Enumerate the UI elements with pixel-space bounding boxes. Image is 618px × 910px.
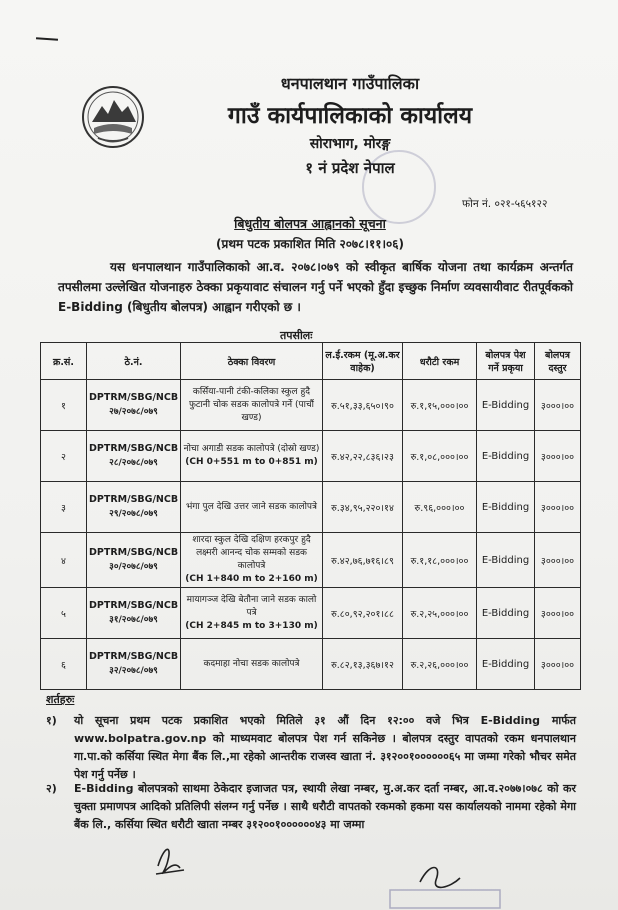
pen-mark [36,37,58,41]
office-title: गाउँ कार्यपालिकाको कार्यालय [227,103,473,129]
row-fee: ३०००।०० [535,588,581,639]
row-desc [181,639,323,690]
ref-code: DPTRM/SBG/NCB [89,600,179,611]
row-sn: ६ [41,639,87,690]
row-ref [87,482,181,533]
row-deposit: रु.१,०८,०००।०० [403,431,477,482]
ref-code: DPTRM/SBG/NCB [89,494,179,505]
row-estimate: रु.३४,९५,२२०।१४ [323,482,403,533]
ref-number: २९/२०७८/०७९ [109,509,158,519]
table-row [41,639,581,690]
row-estimate: रु.४२,२२,८३६।२३ [323,431,403,482]
row-method: E-Bidding [477,482,535,533]
desc-text: शारदा स्कुल देखि दक्षिण हरकपुर हुदै लक्ष्मरी आनन्द चोक सम्मको सडक कालोपत्रे [192,535,311,571]
row-fee: ३०००।०० [535,533,581,588]
notice-body: यस धनपालथान गाउँपालिकाको आ.व. २०७८।०७९ को स्वीकृत बार्षिक योजना तथा कार्यक्रम अन्तर्गत तपसीलमा उल्लेखित योजनाहरु ठेक्का प्रकृयावाट संचालन गर्नु पर्ने भएको हुँदा इच्छुक निर्माण व्यवसायीवाट रीतपूर्वकको E-Bidding (बिधुतीय बोलपत्र) आह्वान गरीएको छ । [58,260,573,314]
nepal-emblem-icon [80,84,146,150]
header-method: बोलपत्र पेश गर्ने प्रकृया [477,343,535,380]
notice-subtitle: (प्रथम पटक प्रकाशित मिति २०७८।११।०६) [216,237,404,251]
row-deposit: रु.१,१८,०००।०० [403,533,477,588]
row-estimate: रु.४२,७६,७१६।८९ [323,533,403,588]
ref-number: ३२/२०७८/०७९ [109,666,158,676]
row-method: E-Bidding [477,431,535,482]
row-method: E-Bidding [477,588,535,639]
row-method: E-Bidding [477,380,535,431]
ref-number: ३०/२०७८/०७९ [109,562,158,572]
row-fee: ३०००।०० [535,431,581,482]
table-row [41,380,581,431]
row-sn: ५ [41,588,87,639]
table-header-row [41,343,581,380]
row-method: E-Bidding [477,533,535,588]
row-ref [87,533,181,588]
row-desc [181,431,323,482]
row-ref [87,431,181,482]
office-name: धनपालथान गाउँपालिका [280,74,420,93]
office-location: सोराभाग, मोरङ्ग [309,136,391,152]
row-sn: १ [41,380,87,431]
row-method: E-Bidding [477,639,535,690]
ref-code: DPTRM/SBG/NCB [89,443,179,454]
condition-item [46,712,576,784]
condition-text: यो सूचना प्रथम पटक प्रकाशित भएको मितिले ३१ औं दिन १२:०० वजे भित्र E-Bidding मार्फत www.bolpatra.gov.np को माध्यमवाट बोलपत्र पेश गर्न सकिनेछ । बोलपत्र दस्तुर वापतको रकम धनपालथान गा.पा.को कर्सिया स्थित मेगा बैंक लि.,मा रहेको आन्तरीक राजस्व खाता नं. ३१२००१००००००६५ मा जम्मा गरेको भौचर समेत पेश गर्नु पर्नेछ । [74,714,576,781]
header-fee: बोलपत्र दस्तुर [535,343,581,380]
row-desc [181,380,323,431]
row-desc [181,588,323,639]
desc-text: कदमाहा नोचा सडक कालोपत्रे [203,658,300,669]
table-row [41,588,581,639]
office-province: १ नं प्रदेश नेपाल [305,159,395,177]
condition-item [46,780,576,834]
desc-text: मायागञ्ज देखि बेतौना जाने सडक कालो पत्रे [186,594,317,618]
row-deposit: रु.९६,०००।०० [403,482,477,533]
condition-number: १) [46,714,57,727]
row-estimate: रु.५१,३३,६५०।९० [323,380,403,431]
header-estimate: ल.ई.रकम (मू.अ.कर वाहेक) [323,343,403,380]
table-row [41,533,581,588]
header-ref: ठे.नं. [87,343,181,380]
row-estimate: रु.८०,९२,२०१।८८ [323,588,403,639]
condition-text: E-Bidding बोलपत्रको साथमा ठेकेदार इजाजत पत्र, स्थायी लेखा नम्बर, मु.अ.कर दर्ता नम्बर, आ.व.२०७७।०७८ को कर चुक्ता प्रमाणपत्र आदिको प्रतिलिपी संलग्न गर्नु पर्नेछ । साथै धरौटी वापतको रकमको हकमा यस कार्यालयको नाममा रहेको मेगा बैंक लि., कर्सिया स्थित धरौटी खाता नम्बर ३१२००१००००००४३ मा जम्मा [74,782,576,831]
header-desc: ठेक्का विवरण [181,343,323,380]
row-fee: ३०००।०० [535,482,581,533]
desc-text: कर्सिया-पानी टंकी-कलिका स्कुल हुदै फुटानी चोक सडक कालोपत्रे गर्ने (पाचौं खण्ड) [188,386,315,423]
table-row [41,431,581,482]
row-deposit: रु.२,२५,०००।०० [403,588,477,639]
conditions-title: शर्तहरुः [46,693,75,706]
row-deposit: रु.१,१५,०००।०० [403,380,477,431]
table-row [41,482,581,533]
row-estimate: रु.८२,१३,३६७।१२ [323,639,403,690]
row-sn: ३ [41,482,87,533]
ref-code: DPTRM/SBG/NCB [89,547,179,558]
row-ref [87,588,181,639]
row-deposit: रु.२,२६,०००।०० [403,639,477,690]
phone-number: फोन नं. ०२१-५६५१२२ [462,198,548,210]
header-sn: क्र.सं. [41,343,87,380]
ref-number: २८/२०७८/०७९ [109,458,158,468]
tender-table [40,342,581,690]
desc-text: नोचा अगाडी सडक कालोपत्रे (दोस्रो खण्ड) [183,444,320,454]
ref-code: DPTRM/SBG/NCB [89,651,179,662]
condition-number: २) [46,782,57,795]
row-fee: ३०००।०० [535,380,581,431]
desc-text: भंगा पुल देखि उत्तर जाने सडक कालोपत्रे [186,501,317,512]
header-deposit: धरौटी रकम [403,343,477,380]
notice-title: बिधुतीय बोलपत्र आह्वानको सूचना [234,216,386,231]
row-desc [181,533,323,588]
ref-number: ३१/२०७८/०७९ [109,615,158,625]
row-sn: ४ [41,533,87,588]
desc-chainage: (CH 1+840 m to 2+160 m) [185,574,318,584]
desc-chainage: (CH 0+551 m to 0+851 m) [185,457,318,467]
row-sn: २ [41,431,87,482]
ref-number: २७/२०७८/०७९ [109,407,158,417]
office-stamp [362,150,436,224]
row-ref [87,639,181,690]
row-ref [87,380,181,431]
desc-chainage: (CH 2+845 m to 3+130 m) [185,620,318,631]
official-signature-stamp-icon [350,852,510,910]
table-caption: तपसीलः [280,329,313,342]
row-desc [181,482,323,533]
row-fee: ३०००।०० [535,639,581,690]
signature-icon [150,836,190,880]
ref-code: DPTRM/SBG/NCB [89,392,179,403]
